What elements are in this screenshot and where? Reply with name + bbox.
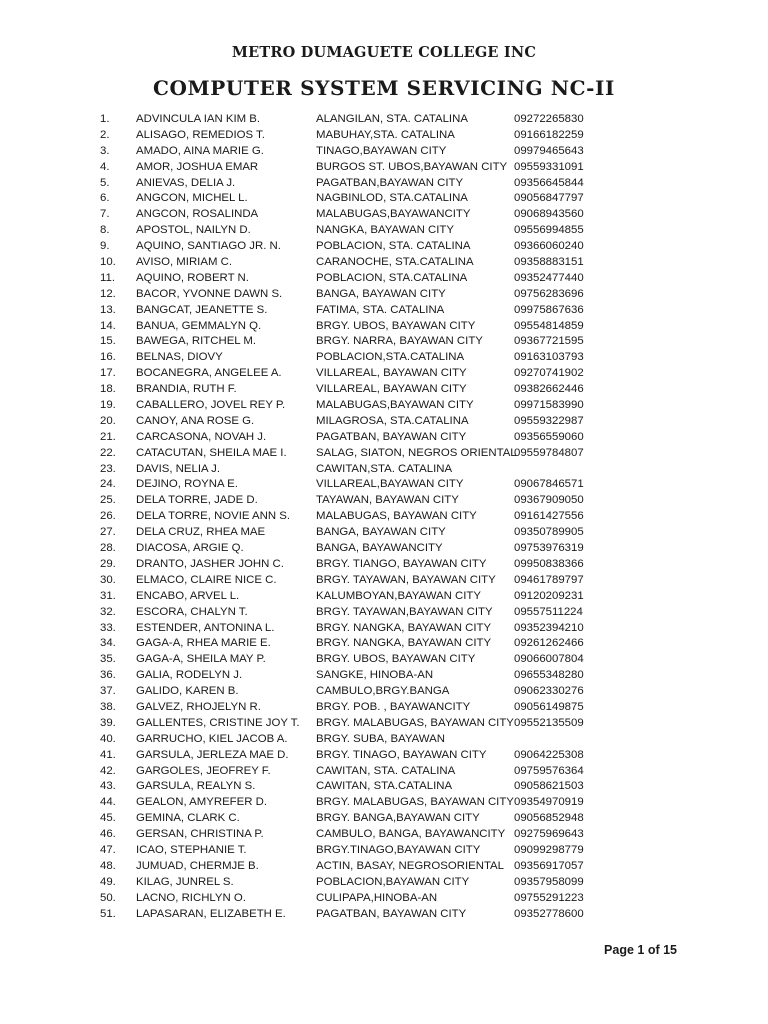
row-number: 9. (100, 240, 110, 253)
student-name: DELA TORRE, NOVIE ANN S. (136, 510, 291, 523)
student-phone: 09166182259 (514, 128, 584, 141)
student-name: ANGCON, ROSALINDA (136, 208, 259, 221)
student-phone: 09655348280 (514, 669, 584, 682)
table-row (0, 160, 768, 176)
student-phone: 09354970919 (514, 796, 584, 809)
student-phone: 09366060240 (514, 240, 584, 253)
course-title: COMPUTER SYSTEM SERVICING NC-II (153, 76, 615, 100)
row-number: 25. (100, 494, 116, 507)
student-phone: 09759576364 (514, 764, 584, 777)
row-number: 3. (100, 144, 110, 157)
student-phone: 09356645844 (514, 176, 584, 189)
student-phone: 09971583990 (514, 399, 584, 412)
row-number: 11. (100, 271, 115, 284)
student-name: BAWEGA, RITCHEL M. (136, 335, 257, 348)
table-row (0, 462, 768, 478)
student-name: ICAO, STEPHANIE T. (136, 843, 247, 856)
student-phone: 09358883151 (514, 256, 584, 269)
student-address: SANGKE, HINOBA-AN (316, 669, 434, 682)
student-name: BRANDIA, RUTH F. (136, 383, 237, 396)
student-address: SALAG, SIATON, NEGROS ORIENTAL (316, 446, 517, 459)
row-number: 46. (100, 828, 116, 841)
table-row (0, 525, 768, 541)
table-row (0, 430, 768, 446)
row-number: 43. (100, 780, 116, 793)
student-address: BURGOS ST. UBOS,BAYAWAN CITY (316, 160, 508, 173)
row-number: 38. (100, 700, 116, 713)
student-address: BRGY. SUBA, BAYAWAN (316, 732, 445, 745)
student-name: LACNO, RICHLYN O. (136, 891, 246, 904)
student-name: DEJINO, ROYNA E. (136, 478, 238, 491)
table-row (0, 668, 768, 684)
table-row (0, 255, 768, 271)
row-number: 28. (100, 542, 116, 555)
student-address: PAGATBAN, BAYAWAN CITY (316, 907, 467, 920)
row-number: 24. (100, 478, 116, 491)
table-row (0, 382, 768, 398)
student-phone: 09356559060 (514, 430, 584, 443)
student-phone: 09975867636 (514, 303, 584, 316)
student-name: DIACOSA, ARGIE Q. (136, 542, 244, 555)
student-address: BRGY. POB. , BAYAWANCITY (316, 700, 471, 713)
page-number: Page 1 of 15 (604, 943, 677, 957)
table-row (0, 303, 768, 319)
student-address: CULIPAPA,HINOBA-AN (316, 891, 438, 904)
student-phone: 09261262466 (514, 637, 584, 650)
table-row (0, 859, 768, 875)
student-phone: 09064225308 (514, 748, 584, 761)
student-roster (0, 112, 768, 922)
student-address: BRGY. NARRA, BAYAWAN CITY (316, 335, 483, 348)
student-phone: 09270741902 (514, 367, 584, 380)
row-number: 15. (100, 335, 116, 348)
row-number: 4. (100, 160, 110, 173)
student-address: MABUHAY,STA. CATALINA (316, 128, 455, 141)
row-number: 29. (100, 557, 116, 570)
student-address: PAGATBAN,BAYAWAN CITY (316, 176, 464, 189)
row-number: 14. (100, 319, 116, 332)
table-row (0, 414, 768, 430)
table-row (0, 176, 768, 192)
table-row (0, 207, 768, 223)
table-row (0, 891, 768, 907)
row-number: 8. (100, 224, 110, 237)
student-address: BRGY. NANGKA, BAYAWAN CITY (316, 637, 492, 650)
table-row (0, 843, 768, 859)
row-number: 37. (100, 685, 116, 698)
table-row (0, 477, 768, 493)
student-phone: 09559331091 (514, 160, 584, 173)
student-address: POBLACION, STA.CATALINA (316, 271, 468, 284)
student-name: LAPASARAN, ELIZABETH E. (136, 907, 286, 920)
row-number: 41. (100, 748, 116, 761)
student-address: POBLACION, STA. CATALINA (316, 240, 471, 253)
table-row (0, 764, 768, 780)
student-name: GARRUCHO, KIEL JACOB A. (136, 732, 288, 745)
table-row (0, 907, 768, 923)
student-name: AVISO, MIRIAM C. (136, 256, 232, 269)
row-number: 30. (100, 573, 116, 586)
row-number: 12. (100, 287, 116, 300)
student-phone: 09367909050 (514, 494, 584, 507)
row-number: 17. (100, 367, 116, 380)
student-name: GAGA-A, SHEILA MAY P. (136, 653, 266, 666)
row-number: 19. (100, 399, 116, 412)
student-name: AQUINO, ROBERT N. (136, 271, 249, 284)
table-row (0, 271, 768, 287)
student-phone: 09382662446 (514, 383, 584, 396)
student-name: GERSAN, CHRISTINA P. (136, 828, 264, 841)
row-number: 6. (100, 192, 110, 205)
table-row (0, 621, 768, 637)
table-row (0, 652, 768, 668)
student-phone: 09275969643 (514, 828, 584, 841)
row-number: 35. (100, 653, 116, 666)
table-row (0, 589, 768, 605)
student-name: ESCORA, CHALYN T. (136, 605, 248, 618)
table-row (0, 509, 768, 525)
row-number: 49. (100, 875, 116, 888)
student-phone: 09559322987 (514, 414, 584, 427)
student-phone: 09357958099 (514, 875, 584, 888)
row-number: 23. (100, 462, 116, 475)
table-row (0, 605, 768, 621)
table-row (0, 350, 768, 366)
table-row (0, 112, 768, 128)
student-phone: 09979465643 (514, 144, 584, 157)
row-number: 2. (100, 128, 110, 141)
student-address: BRGY. TAYAWAN, BAYAWAN CITY (316, 573, 496, 586)
student-address: KALUMBOYAN,BAYAWAN CITY (316, 589, 481, 602)
student-address: TAYAWAN, BAYAWAN CITY (316, 494, 459, 507)
student-address: ACTIN, BASAY, NEGROSORIENTAL (316, 859, 504, 872)
student-address: ALANGILAN, STA. CATALINA (316, 113, 468, 125)
student-name: GARSULA, REALYN S. (136, 780, 256, 793)
student-address: BRGY. BANGA,BAYAWAN CITY (316, 812, 480, 825)
table-row (0, 636, 768, 652)
table-row (0, 287, 768, 303)
student-phone: 09062330276 (514, 685, 584, 698)
student-name: GALLENTES, CRISTINE JOY T. (136, 716, 300, 729)
student-name: DRANTO, JASHER JOHN C. (136, 557, 284, 570)
student-name: ESTENDER, ANTONINA L. (136, 621, 275, 634)
row-number: 33. (100, 621, 116, 634)
student-address: VILLAREAL,BAYAWAN CITY (316, 478, 464, 491)
student-phone: 09056847797 (514, 192, 584, 205)
row-number: 42. (100, 764, 116, 777)
student-name: ELMACO, CLAIRE NICE C. (136, 573, 277, 586)
student-name: GAGA-A, RHEA MARIE E. (136, 637, 271, 650)
table-row (0, 748, 768, 764)
student-name: CABALLERO, JOVEL REY P. (136, 399, 286, 412)
student-name: DELA TORRE, JADE D. (136, 494, 258, 507)
table-row (0, 795, 768, 811)
student-phone: 09272265830 (514, 113, 584, 125)
table-row (0, 827, 768, 843)
table-row (0, 811, 768, 827)
student-phone: 09556994855 (514, 224, 584, 237)
student-name: JUMUAD, CHERMJE B. (136, 859, 259, 872)
student-phone: 09099298779 (514, 843, 584, 856)
school-name: METRO DUMAGUETE COLLEGE INC (231, 44, 537, 61)
student-phone: 09120209231 (514, 589, 584, 602)
student-address: MALABUGAS, BAYAWAN CITY (316, 510, 477, 523)
student-phone: 09367721595 (514, 335, 584, 348)
student-phone: 09559784807 (514, 446, 584, 459)
row-number: 40. (100, 732, 116, 745)
table-row (0, 334, 768, 350)
table-row (0, 716, 768, 732)
table-row (0, 239, 768, 255)
student-name: KILAG, JUNREL S. (136, 875, 234, 888)
student-name: BANGCAT, JEANETTE S. (136, 303, 268, 316)
student-phone: 09056852948 (514, 812, 584, 825)
student-phone: 09950838366 (514, 557, 584, 570)
row-number: 7. (100, 208, 110, 221)
row-number: 34. (100, 637, 116, 650)
student-name: GARSULA, JERLEZA MAE D. (136, 748, 289, 761)
row-number: 47. (100, 843, 116, 856)
row-number: 1. (100, 113, 110, 125)
student-address: BRGY. TAYAWAN,BAYAWAN CITY (316, 605, 493, 618)
table-row (0, 223, 768, 239)
student-name: BELNAS, DIOVY (136, 351, 223, 364)
row-number: 10. (100, 256, 116, 269)
student-address: CAWITAN,STA. CATALINA (316, 462, 453, 475)
student-name: AMADO, AINA MARIE G. (136, 144, 264, 157)
table-row (0, 684, 768, 700)
row-number: 36. (100, 669, 116, 682)
table-row (0, 493, 768, 509)
student-address: VILLAREAL, BAYAWAN CITY (316, 367, 467, 380)
student-address: POBLACION,BAYAWAN CITY (316, 875, 470, 888)
student-address: PAGATBAN, BAYAWAN CITY (316, 430, 467, 443)
row-number: 18. (100, 383, 116, 396)
row-number: 21. (100, 430, 116, 443)
student-phone: 09066007804 (514, 653, 584, 666)
student-phone: 09161427556 (514, 510, 584, 523)
student-address: CAWITAN, STA. CATALINA (316, 764, 456, 777)
student-address: POBLACION,STA.CATALINA (316, 351, 465, 364)
row-number: 51. (100, 907, 116, 920)
student-address: BRGY. UBOS, BAYAWAN CITY (316, 319, 476, 332)
table-row (0, 700, 768, 716)
student-phone: 09756283696 (514, 287, 584, 300)
student-address: NAGBINLOD, STA.CATALINA (316, 192, 468, 205)
row-number: 27. (100, 526, 116, 539)
student-address: BANGA, BAYAWANCITY (316, 542, 443, 555)
row-number: 39. (100, 716, 116, 729)
student-address: CAMBULO,BRGY.BANGA (316, 685, 450, 698)
student-phone: 09554814859 (514, 319, 584, 332)
student-address: BRGY. TIANGO, BAYAWAN CITY (316, 557, 487, 570)
student-address: MALABUGAS,BAYAWANCITY (316, 208, 471, 221)
student-name: GEALON, AMYREFER D. (136, 796, 268, 809)
student-name: ANGCON, MICHEL L. (136, 192, 248, 205)
row-number: 48. (100, 859, 116, 872)
student-name: BOCANEGRA, ANGELEE A. (136, 367, 282, 380)
student-phone: 09056149875 (514, 700, 584, 713)
student-phone: 09552135509 (514, 716, 584, 729)
student-name: DAVIS, NELIA J. (136, 462, 220, 475)
student-address: BRGY. MALABUGAS, BAYAWAN CITY (316, 796, 514, 809)
student-address: CARANOCHE, STA.CATALINA (316, 256, 474, 269)
student-name: BACOR, YVONNE DAWN S. (136, 287, 283, 300)
student-address: VILLAREAL, BAYAWAN CITY (316, 383, 467, 396)
student-phone: 09350789905 (514, 526, 584, 539)
student-name: ENCABO, ARVEL L. (136, 589, 240, 602)
student-name: GALIA, RODELYN J. (136, 669, 243, 682)
student-phone: 09753976319 (514, 542, 584, 555)
student-address: NANGKA, BAYAWAN CITY (316, 224, 454, 237)
student-phone: 09352477440 (514, 271, 584, 284)
student-address: MALABUGAS,BAYAWAN CITY (316, 399, 474, 412)
row-number: 26. (100, 510, 116, 523)
student-address: BANGA, BAYAWAN CITY (316, 287, 446, 300)
student-name: ALISAGO, REMEDIOS T. (136, 128, 265, 141)
student-name: AMOR, JOSHUA EMAR (136, 160, 259, 173)
student-name: CANOY, ANA ROSE G. (136, 414, 255, 427)
student-phone: 09068943560 (514, 208, 584, 221)
student-name: GARGOLES, JEOFREY F. (136, 764, 271, 777)
row-number: 20. (100, 414, 116, 427)
student-name: ANIEVAS, DELIA J. (136, 176, 236, 189)
student-address: BRGY. TINAGO, BAYAWAN CITY (316, 748, 487, 761)
student-name: AQUINO, SANTIAGO JR. N. (136, 240, 281, 253)
row-number: 31. (100, 589, 116, 602)
table-row (0, 573, 768, 589)
student-name: ADVINCULA IAN KIM B. (136, 113, 261, 125)
student-address: FATIMA, STA. CATALINA (316, 303, 445, 316)
student-name: CATACUTAN, SHEILA MAE I. (136, 446, 287, 459)
row-number: 45. (100, 812, 116, 825)
student-name: GALVEZ, RHOJELYN R. (136, 700, 261, 713)
table-row (0, 446, 768, 462)
table-row (0, 144, 768, 160)
student-address: CAMBULO, BANGA, BAYAWANCITY (316, 828, 506, 841)
table-row (0, 732, 768, 748)
row-number: 5. (100, 176, 110, 189)
student-phone: 09163103793 (514, 351, 584, 364)
student-name: DELA CRUZ, RHEA MAE (136, 526, 266, 539)
student-address: BRGY. NANGKA, BAYAWAN CITY (316, 621, 492, 634)
student-address: BRGY. MALABUGAS, BAYAWAN CITY (316, 716, 514, 729)
table-row (0, 319, 768, 335)
row-number: 32. (100, 605, 116, 618)
student-phone: 09067846571 (514, 478, 584, 491)
student-phone: 09755291223 (514, 891, 584, 904)
row-number: 44. (100, 796, 116, 809)
row-number: 22. (100, 446, 116, 459)
student-name: GALIDO, KAREN B. (136, 685, 239, 698)
student-phone: 09352394210 (514, 621, 584, 634)
student-name: BANUA, GEMMALYN Q. (136, 319, 262, 332)
student-phone: 09058621503 (514, 780, 584, 793)
table-row (0, 366, 768, 382)
table-row (0, 875, 768, 891)
student-address: BANGA, BAYAWAN CITY (316, 526, 446, 539)
student-address: MILAGROSA, STA.CATALINA (316, 414, 469, 427)
row-number: 50. (100, 891, 116, 904)
student-phone: 09356917057 (514, 859, 584, 872)
student-address: BRGY. UBOS, BAYAWAN CITY (316, 653, 476, 666)
table-row (0, 557, 768, 573)
student-phone: 09461789797 (514, 573, 584, 586)
student-name: GEMINA, CLARK C. (136, 812, 240, 825)
student-address: CAWITAN, STA.CATALINA (316, 780, 453, 793)
row-number: 13. (100, 303, 116, 316)
table-row (0, 779, 768, 795)
student-name: APOSTOL, NAILYN D. (136, 224, 251, 237)
table-row (0, 398, 768, 414)
table-row (0, 541, 768, 557)
student-phone: 09557511224 (514, 605, 583, 618)
table-row (0, 191, 768, 207)
table-row (0, 128, 768, 144)
student-address: BRGY.TINAGO,BAYAWAN CITY (316, 843, 481, 856)
row-number: 16. (100, 351, 116, 364)
student-phone: 09352778600 (514, 907, 584, 920)
student-address: TINAGO,BAYAWAN CITY (316, 144, 447, 157)
student-name: CARCASONA, NOVAH J. (136, 430, 267, 443)
